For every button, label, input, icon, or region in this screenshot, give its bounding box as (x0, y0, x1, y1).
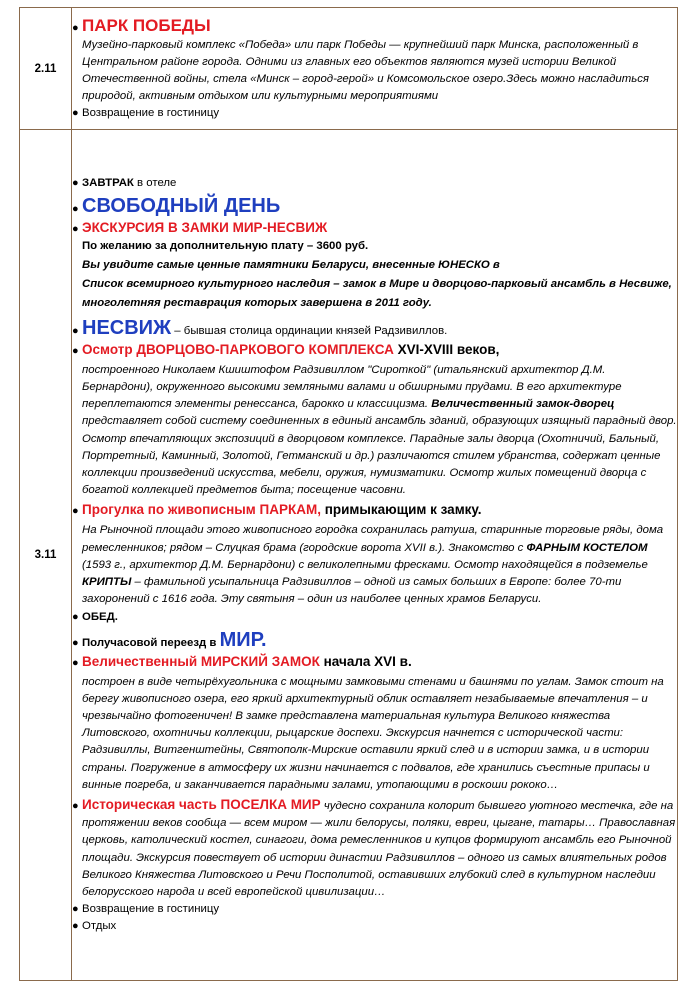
return-hotel: Возвращение в гостиницу (82, 107, 220, 120)
bullet-icon: ● (72, 21, 79, 34)
nesvizh-text: – бывшая столица ординации князей Радзивиллов. (171, 324, 448, 337)
crypt-name: КРИПТЫ (82, 576, 132, 589)
bullet-icon: ● (72, 920, 79, 933)
town-title: Историческая часть ПОСЕЛКА МИР (82, 796, 321, 812)
list-item (72, 341, 677, 359)
transfer-text: Получасовой переезд в (82, 636, 220, 649)
palace-centuries: XVI-XVIII веков, (393, 341, 500, 357)
lunch-label: ОБЕД. (82, 610, 118, 623)
bullet-icon: ● (72, 610, 79, 623)
park-title: ПАРК ПОБЕДЫ (82, 15, 211, 35)
mir-castle-century: начала XVI в. (319, 653, 412, 669)
list-item (72, 653, 677, 671)
bullet-icon: ● (72, 903, 79, 916)
list-item (72, 901, 677, 918)
walk-text-3: – фамильной усыпальница Радзивиллов – одной из самых больших в Европе: более 70-ти захоронений с 1616 года. Эту святыня – один из наиболее ценных храмов Беларуси. (82, 576, 622, 606)
walk-text-2: (1593 г., архитектор Д.М. Бернардони) с великолепными фресками. Осмотр находящейся в подземелье (82, 558, 648, 571)
bullet-icon: ● (72, 636, 79, 649)
day-cell: 2.11 (20, 8, 72, 130)
bullet-icon: ● (72, 107, 79, 120)
day-content (72, 8, 678, 130)
list-item (72, 105, 677, 122)
bullet-icon: ● (72, 505, 79, 518)
bullet-icon: ● (72, 202, 79, 215)
palace-highlight: Величественный замок-дворец (431, 398, 615, 411)
list-item (72, 609, 677, 626)
unesco-list: Список всемирного культурного наследия – замок в Мире и дворцово-парковый ансамбль в Несвиже, многолетняя реставрация которых завершена в 2011 году. (82, 277, 672, 309)
list-item (72, 219, 677, 237)
list-item (72, 194, 677, 219)
bullet-icon: ● (72, 799, 79, 812)
cathedral-name: ФАРНЫМ КОСТЕЛОМ (526, 541, 648, 554)
palace-description (82, 362, 677, 500)
list-item (72, 175, 677, 192)
excursion-title: ЭКСКУРСИЯ В ЗАМКИ МИР-НЕСВИЖ (82, 219, 328, 235)
rest-label: Отдых (82, 920, 117, 933)
nesvizh-title: НЕСВИЖ (82, 316, 172, 339)
walk-description (82, 522, 677, 608)
bullet-icon: ● (72, 176, 79, 189)
palace-text-2: представляет собой систему соединенных в единый ансамбль зданий, образующих изящный парадный двор. Осмотр впечатляющих экспозиций в дворцовом комплексе. Парадные залы дворца (Охотничий, Бальный, Портретный, Каминный, Золотой, Гетманский и др.) различаются стилем убранства, содержат ценные коллекции произведений искусства, мебели, оружия, нумизматики. Осмотр жилых помещений дворца с богатой коллекцией предметов быта; посещение часовни. (82, 415, 677, 497)
walk-text: примыкающим к замку. (320, 502, 482, 518)
day-cell: 3.11 (20, 130, 72, 981)
bullet-icon: ● (72, 344, 79, 357)
bullet-icon: ● (72, 656, 79, 669)
itinerary-table (19, 7, 678, 981)
breakfast-label: ЗАВТРАК (82, 176, 134, 189)
return-hotel: Возвращение в гостиницу (82, 903, 220, 916)
walk-title: Прогулка по живописным ПАРКАМ, (82, 502, 321, 518)
free-day-title: СВОБОДНЫЙ ДЕНЬ (82, 194, 281, 217)
list-item (72, 796, 677, 901)
breakfast-text: в отеле (133, 176, 177, 189)
extra-fee: По желанию за дополнительную плату – 3600 руб. (82, 239, 369, 252)
list-item (72, 501, 677, 519)
park-description: Музейно-парковый комплекс «Победа» или парк Победы — крупнейший парк Минска, расположенный в Центральном районе города. Одними из главных его объектов являются музей истории Великой Отечественной войны, стела «Минск – город-герой» и Комсомольское озеро.Здесь можно насладиться природой, активным отдыхом или культурными мероприятиями (82, 38, 650, 103)
day-content (72, 130, 678, 981)
list-item (72, 628, 677, 653)
bullet-icon: ● (72, 324, 79, 337)
palace-title: Осмотр ДВОРЦОВО-ПАРКОВОГО КОМПЛЕКСА (82, 341, 394, 357)
list-item (72, 316, 677, 341)
mir-title: МИР. (219, 628, 267, 651)
palace-text-1: построенного Николаем Кшиштофом Радзивиллом "Сироткой" (итальянский архитектор Д.М. Бернардони), окруженного высокими земляными валами и обширными прудами. В его архитектуре переплетаются элементы ренессанса, барокко и классицизма. (82, 363, 622, 411)
walk-text-1: На Рыночной площади этого живописного городка сохранилась ратуша, старинные торговые ряды, дома ремесленников; рядом – Слуцкая брама (городские ворота XVII в.). Знакомство с (82, 524, 664, 554)
unesco-intro: Вы увидите самые ценные памятники Беларуси, внесенные ЮНЕСКО в (82, 258, 500, 271)
table-row (20, 130, 678, 981)
bullet-icon: ● (72, 222, 79, 235)
table-row (20, 8, 678, 130)
mir-castle-title: Величественный МИРСКИЙ ЗАМОК (82, 653, 320, 669)
list-item (72, 15, 677, 37)
mir-castle-description: построен в виде четырёхугольника с мощными замковыми стенами и башнями по углам. Замок стоит на берегу живописного озера, его яркий архитектурный облик оставляет незабываемые впечатления – и чрезвычайно фотогеничен! В замке представлена материальная культура Великого княжества Литовского, охотничьи коллекции, рыцарские доспехи. Экскурсия начнется с исторической части: Радзивиллы, Витгенштейны, Святополк-Мирские оставили яркий след и в истории замка, и в истории страны. Погружение в атмосферу их жизни начинается с подвалов, где хранились съестные припасы и винные погреба, и заканчивается парадными залами, утопающими в роскоши рококо… (82, 675, 664, 791)
town-description: чудесно сохранила колорит бывшего уютного местечка, где на протяжении веков сообща — всем миром — жили белорусы, поляки, евреи, цыгане, татары… Православная церковь, католический костел, синагоги, дома ремесленников и купцов формируют ансамбль его Рыночной площади. Экскурсия повествует об истории династии Радзивиллов – одного из самых влиятельных родов Великого Княжества Литовского и Речи Посполитой, оставивших глубокий след в культурном наследии белорусского народа и всей европейской цивилизации… (82, 799, 676, 898)
list-item (72, 918, 677, 935)
